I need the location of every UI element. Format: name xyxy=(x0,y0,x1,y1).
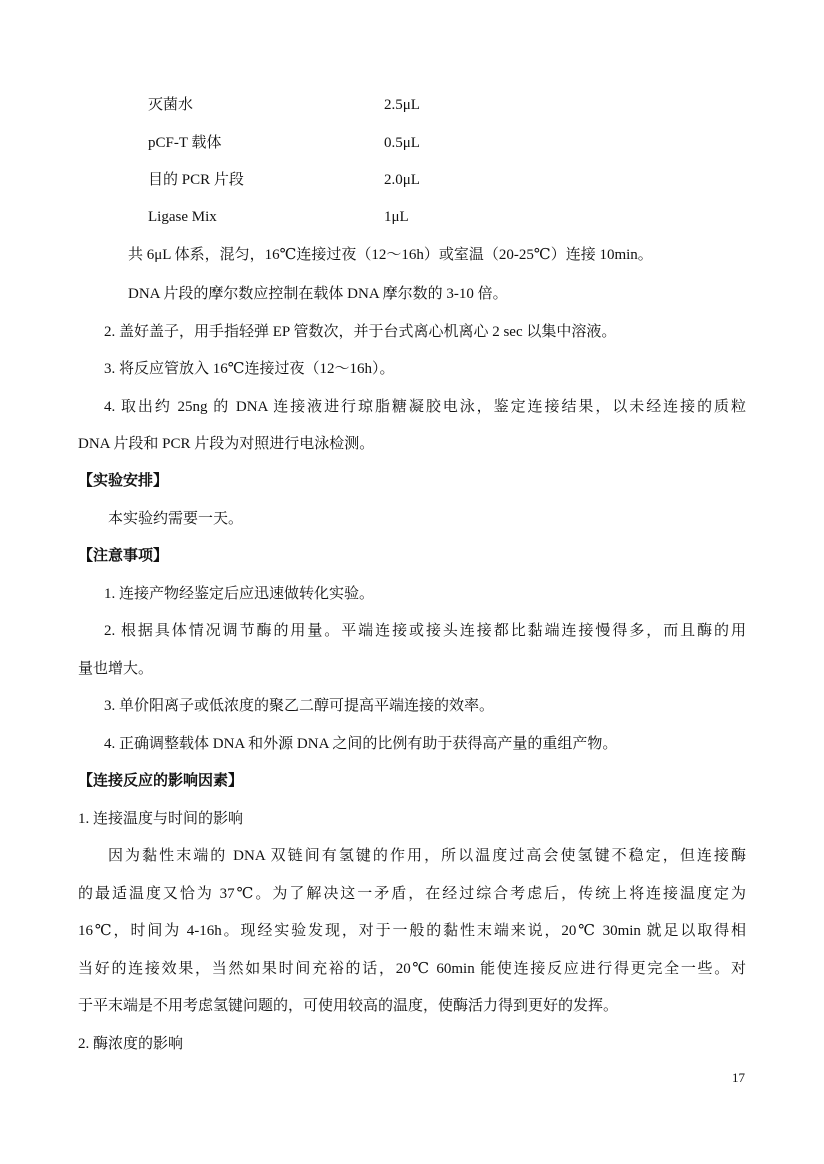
note-1: 1. 连接产物经鉴定后应迅速做转化实验。 xyxy=(104,586,375,602)
factor-subheading-1: 1. 连接温度与时间的影响 xyxy=(78,811,244,827)
note-4: 4. 正确调整载体 DNA 和外源 DNA 之间的比例有助于获得高产量的重组产物。 xyxy=(104,736,618,752)
reagent-name: Ligase Mix xyxy=(148,209,217,225)
reagent-amount: 1μL xyxy=(384,209,409,225)
note-2-line-2: 量也增大。 xyxy=(78,661,154,677)
note-2-line-1: 2. 根据具体情况调节酶的用量。平端连接或接头连接都比黏端连接慢得多，而且酶的用 xyxy=(104,623,746,639)
step-4-line-2: DNA 片段和 PCR 片段为对照进行电泳检测。 xyxy=(78,436,375,452)
schedule-text: 本实验约需要一天。 xyxy=(108,511,244,527)
factor-subheading-2: 2. 酶浓度的影响 xyxy=(78,1036,184,1052)
factor-paragraph-line: 16℃，时间为 4-16h。现经实验发现，对于一般的黏性末端来说，20℃ 30min 就足以取得相 xyxy=(78,923,746,939)
reagent-amount: 2.0μL xyxy=(384,172,420,188)
reagent-name: pCF-T 载体 xyxy=(148,135,222,151)
notes-heading: 【注意事项】 xyxy=(78,548,169,564)
factor-paragraph-line: 当好的连接效果，当然如果时间充裕的话，20℃ 60min 能使连接反应进行得更完全一些。对 xyxy=(78,961,746,977)
step-3: 3. 将反应管放入 16℃连接过夜（12～16h）。 xyxy=(104,361,395,377)
reagent-name: 灭菌水 xyxy=(148,97,194,113)
reagent-name: 目的 PCR 片段 xyxy=(148,172,244,188)
factor-paragraph-line: 于平末端是不用考虑氢键问题的，可使用较高的温度，使酶活力得到更好的发挥。 xyxy=(78,998,619,1014)
schedule-heading: 【实验安排】 xyxy=(78,473,169,489)
reagent-amount: 0.5μL xyxy=(384,135,420,151)
step-4-line-1: 4. 取出约 25ng 的 DNA 连接液进行琼脂糖凝胶电泳，鉴定连接结果，以未经连接的质粒 xyxy=(104,399,746,415)
factors-heading: 【连接反应的影响因素】 xyxy=(78,773,244,789)
factor-paragraph-line: 因为黏性末端的 DNA 双链间有氢键的作用，所以温度过高会使氢键不稳定，但连接酶 xyxy=(108,848,746,864)
page-number: 17 xyxy=(732,1070,745,1085)
system-note: 共 6μL 体系，混匀，16℃连接过夜（12～16h）或室温（20-25℃）连接 10min。 xyxy=(128,247,653,263)
step-2: 2. 盖好盖子，用手指轻弹 EP 管数次，并于台式离心机离心 2 sec 以集中溶液。 xyxy=(104,324,617,340)
reagent-amount: 2.5μL xyxy=(384,97,420,113)
note-3: 3. 单价阳离子或低浓度的聚乙二醇可提高平端连接的效率。 xyxy=(104,698,495,714)
factor-paragraph-line: 的最适温度又恰为 37℃。为了解决这一矛盾，在经过综合考虑后，传统上将连接温度定为 xyxy=(78,886,746,902)
ratio-note: DNA 片段的摩尔数应控制在载体 DNA 摩尔数的 3-10 倍。 xyxy=(128,286,508,302)
